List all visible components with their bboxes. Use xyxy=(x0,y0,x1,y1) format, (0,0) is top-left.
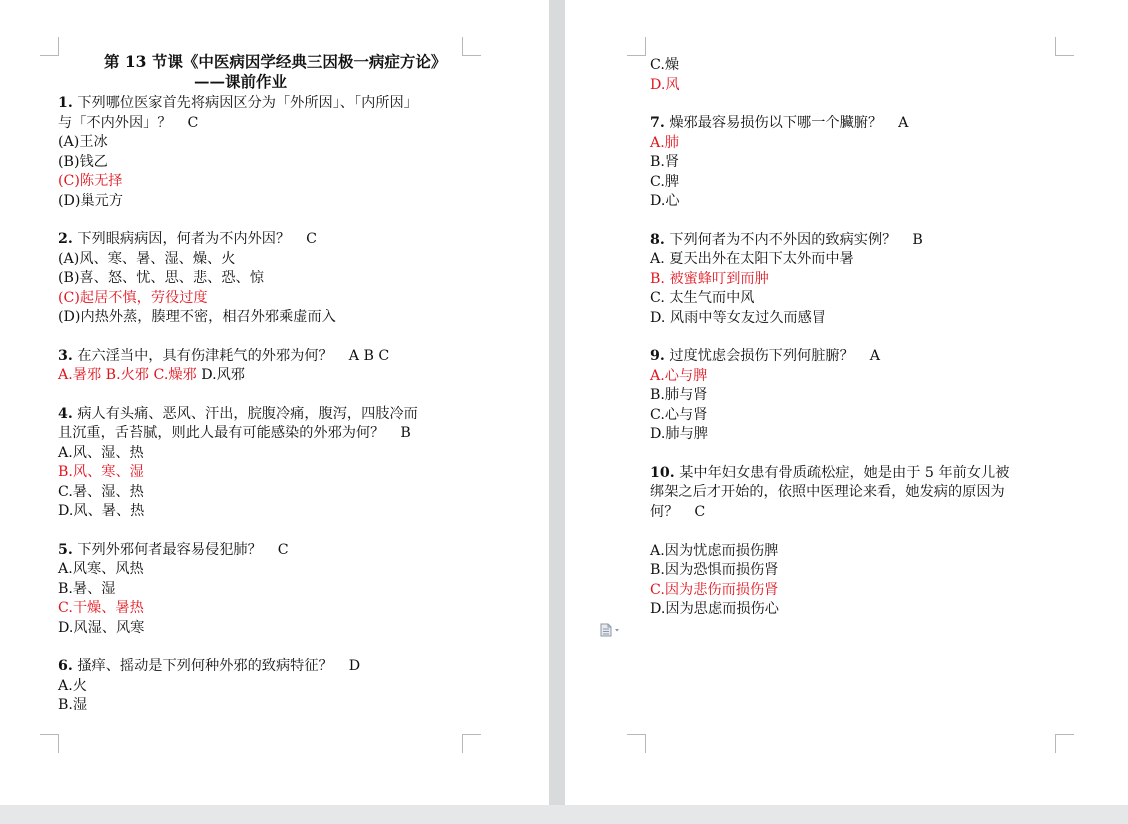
question-stem-line xyxy=(58,114,468,134)
answer-key: C xyxy=(187,114,199,131)
workspace-bottom xyxy=(0,805,1128,824)
option: C.暑、湿、热 xyxy=(58,483,144,500)
question-stem-line xyxy=(58,230,468,250)
question-stem-text: 下列哪位医家首先将病因区分为「外所因」、「内所因」 xyxy=(77,95,418,111)
option: (A)风、寒、暑、湿、燥、火 xyxy=(58,250,236,267)
question-number: 4. xyxy=(58,405,73,422)
option: C.脾 xyxy=(650,173,680,190)
question-stem-line xyxy=(58,405,468,425)
question-block xyxy=(58,94,468,211)
margin-corner-mark xyxy=(40,37,59,56)
answer-key: C xyxy=(306,231,318,247)
question-stem-text: 且沉重，舌苔腻，则此人最有可能感染的外邪为何？ xyxy=(58,425,385,441)
question-stem-text: 下列眼病病因，何者为不内外因？ xyxy=(77,231,291,247)
option: C. 太生气而中风 xyxy=(650,290,755,306)
correct-option: A.暑邪 xyxy=(58,367,102,383)
margin-corner-mark xyxy=(1055,37,1074,56)
margin-corner-mark xyxy=(627,734,646,753)
option: (D)内热外蒸，腠理不密，相召外邪乘虚而入 xyxy=(58,309,336,325)
option: D.肺与脾 xyxy=(650,426,708,442)
margin-corner-mark xyxy=(1055,734,1074,753)
question-stem-text: 下列何者为不内不外因的致病实例？ xyxy=(669,231,897,248)
answer-key: A B C xyxy=(348,347,390,364)
question-number: 10. xyxy=(650,464,675,481)
document-page-left xyxy=(0,0,549,805)
option: A.因为忧虑而损伤脾 xyxy=(650,542,779,559)
question-block xyxy=(650,347,1055,445)
question-stem-line xyxy=(58,347,468,367)
document-title: 第 13 节课《中医病因学经典三因极一病症方论》 xyxy=(104,52,447,71)
question-stem-line xyxy=(58,424,468,444)
question-block xyxy=(650,231,1055,329)
option: B.肺与肾 xyxy=(650,387,708,403)
question-stem-text: 何？ xyxy=(650,503,679,520)
question-stem-text: 绑架之后才开始的，依照中医理论来看，她发病的原因为 xyxy=(650,484,1005,500)
question-stem-line xyxy=(58,94,468,114)
answer-key: A xyxy=(898,115,909,131)
answer-key: B xyxy=(912,231,923,248)
option: A.火 xyxy=(58,677,87,694)
option: (A)王冰 xyxy=(58,134,108,150)
blank-line xyxy=(650,522,1055,542)
option: A.风、湿、热 xyxy=(58,444,144,461)
document-subtitle: ——课前作业 xyxy=(194,72,288,91)
question-number: 5. xyxy=(58,541,73,558)
option: (B)钱乙 xyxy=(58,153,108,170)
answer-key: D xyxy=(348,658,361,674)
question-block xyxy=(58,347,468,386)
question-block xyxy=(58,657,468,716)
question-stem-line xyxy=(58,541,468,561)
correct-option: C.干燥、暑热 xyxy=(58,600,144,616)
question-number: 2. xyxy=(58,231,73,247)
correct-option: B.风、寒、湿 xyxy=(58,464,144,480)
option: (B)喜、怒、忧、思、悲、恐、惊 xyxy=(58,270,264,286)
question-stem-text: 病人有头痛、恶风、汗出，脘腹冷痛，腹泻，四肢冷而 xyxy=(77,405,418,422)
option: (D)巢元方 xyxy=(58,192,124,209)
question-number: 3. xyxy=(58,347,73,364)
correct-option: B.火邪 xyxy=(105,367,149,383)
question-stem-line xyxy=(650,231,1055,251)
inline-options xyxy=(58,366,468,386)
correct-option: A.心与脾 xyxy=(650,367,708,384)
option: B.暑、湿 xyxy=(58,580,116,597)
question-stem-line xyxy=(650,503,1055,523)
question-block xyxy=(58,405,468,522)
option: D.因为思虑而损伤心 xyxy=(650,601,779,617)
question-number: 1. xyxy=(58,95,73,111)
document-icon[interactable] xyxy=(600,622,622,636)
option: A. 夏天出外在太阳下太外而中暑 xyxy=(650,251,854,267)
question-block xyxy=(58,541,468,639)
answer-key: A xyxy=(869,348,881,364)
option: D.风湿、风寒 xyxy=(58,619,145,636)
question-stem-line xyxy=(650,483,1055,503)
option: C.心与肾 xyxy=(650,406,708,423)
question-block xyxy=(650,464,1055,620)
answer-key: C xyxy=(277,541,289,558)
question-number: 9. xyxy=(650,348,665,364)
question-stem-text: 与「不内外因」？ xyxy=(58,114,172,131)
option: C.燥 xyxy=(650,57,680,73)
option: B.湿 xyxy=(58,697,88,713)
question-stem-line xyxy=(650,464,1055,484)
answer-key: B xyxy=(400,425,411,441)
question-block xyxy=(58,230,468,328)
question-stem-text: 搔痒、摇动是下列何种外邪的致病特征？ xyxy=(77,658,333,674)
option: A.风寒、风热 xyxy=(58,561,144,577)
correct-option: D.风 xyxy=(650,76,680,93)
page-content-right xyxy=(650,56,1055,620)
correct-option: C.燥邪 xyxy=(153,367,197,383)
option: D.风邪 xyxy=(201,367,245,383)
page-content-left xyxy=(58,52,468,716)
margin-corner-mark xyxy=(627,37,646,56)
question-stem-text: 过度忧虑会损伤下列何脏腑？ xyxy=(669,348,854,364)
question-stem-text: 某中年妇女患有骨质疏松症，她是由于 5 年前女儿被 xyxy=(679,464,1010,481)
option: B.肾 xyxy=(650,154,680,170)
correct-option: B. 被蜜蜂叮到而肿 xyxy=(650,270,769,287)
question-block xyxy=(650,114,1055,212)
question-number: 6. xyxy=(58,658,73,674)
question-stem-text: 在六淫当中，具有伤津耗气的外邪为何？ xyxy=(77,347,333,364)
margin-corner-mark xyxy=(462,734,481,753)
question-number: 7. xyxy=(650,115,665,131)
margin-corner-mark xyxy=(40,734,59,753)
correct-option: (C)陈无择 xyxy=(58,173,123,189)
correct-option: A.肺 xyxy=(650,134,679,151)
question-stem-text: 下列外邪何者最容易侵犯肺？ xyxy=(77,541,262,558)
correct-option: C.因为悲伤而损伤肾 xyxy=(650,581,779,598)
option: D.心 xyxy=(650,193,680,209)
question-stem-line xyxy=(58,657,468,677)
option: D.风、暑、热 xyxy=(58,503,145,519)
option: B.因为恐惧而损伤肾 xyxy=(650,562,779,578)
document-page-right xyxy=(565,0,1128,805)
question-stem-text: 燥邪最容易损伤以下哪一个臟腑？ xyxy=(669,115,883,131)
question-stem-line xyxy=(650,347,1055,367)
question-stem-line xyxy=(650,114,1055,134)
question-number: 8. xyxy=(650,231,665,248)
correct-option: (C)起居不慎，劳役过度 xyxy=(58,289,208,306)
answer-key: C xyxy=(694,503,706,520)
option: D. 风雨中等女友过久而感冒 xyxy=(650,309,826,326)
